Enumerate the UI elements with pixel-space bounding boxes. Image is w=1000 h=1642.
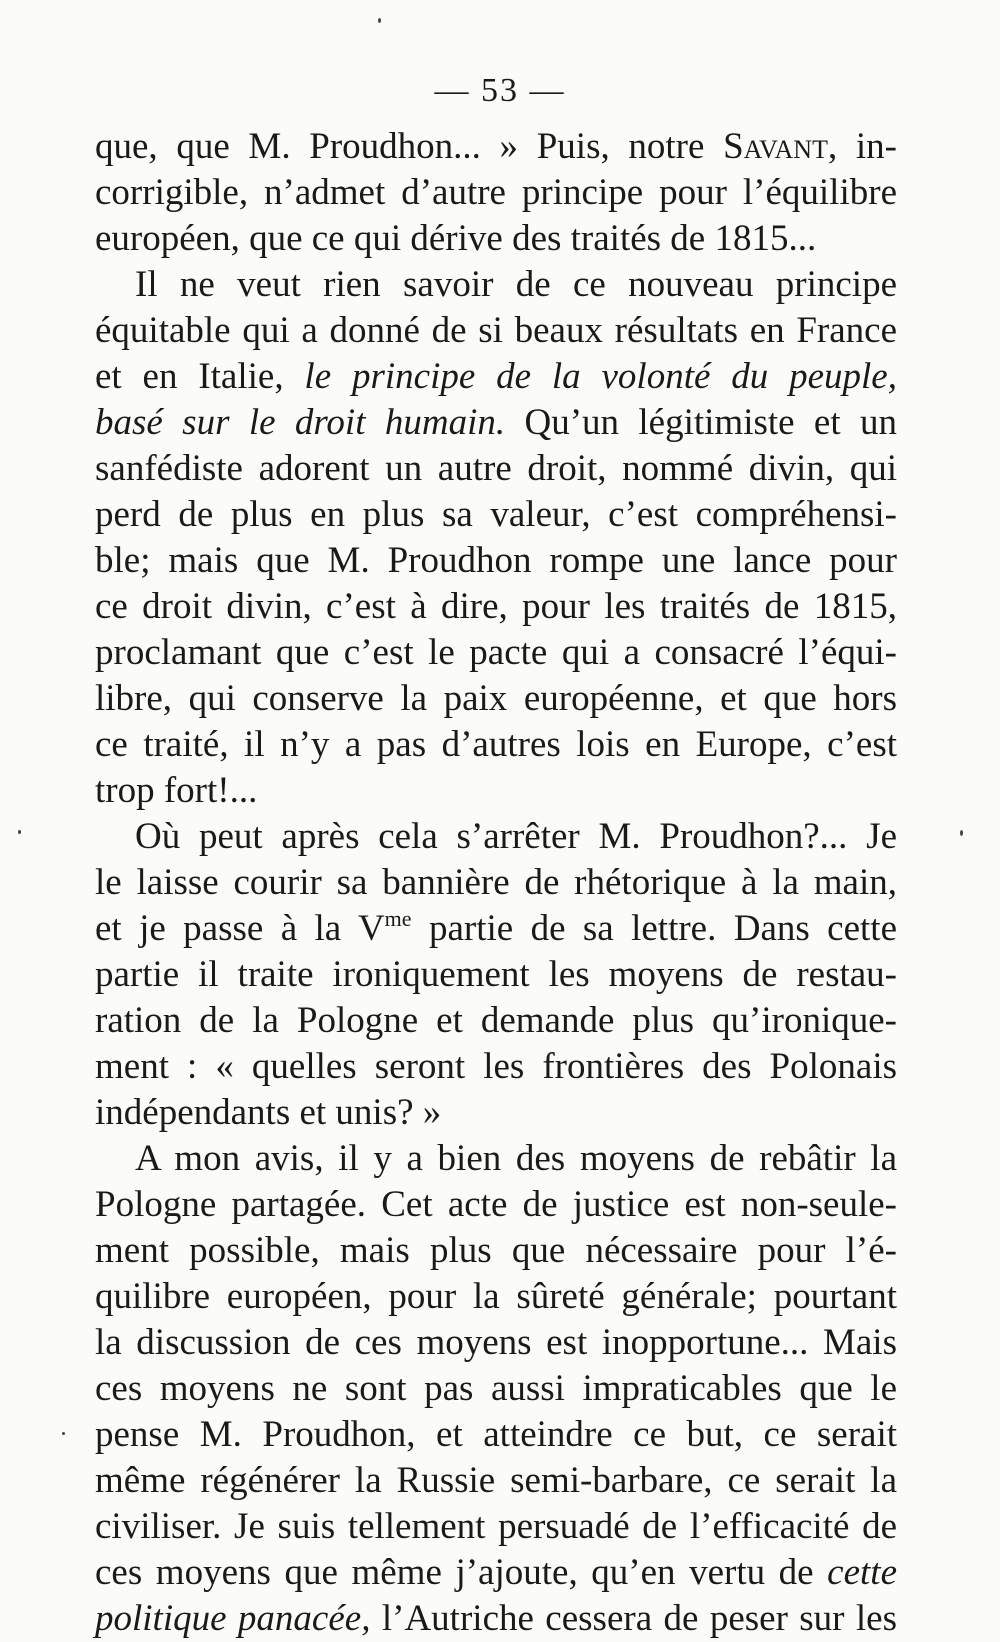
text-line: quilibre européen, pour la sûreté générale; pourtant	[95, 1276, 897, 1317]
text-line: partie il traite ironiquement les moyens de restau-	[95, 954, 897, 995]
paper-speck	[18, 830, 21, 834]
paper-speck	[378, 18, 381, 23]
paragraph-start-line: A mon avis, il y a bien des moyens de rebâtir la	[135, 1138, 897, 1179]
text-line: politique panacée, l’Autriche cessera de peser sur les	[95, 1598, 898, 1639]
text-line: ce droit divin, c’est à dire, pour les traités de 1815,	[95, 586, 897, 627]
text-line: ment : « quelles seront les frontières des Polonais	[95, 1046, 897, 1087]
paragraph-start-line: Il ne veut rien savoir de ce nouveau principe	[135, 264, 897, 305]
text-line: ble; mais que M. Proudhon rompe une lance pour	[95, 540, 897, 581]
italic-phrase: le principe de la volonté du peuple,	[304, 356, 897, 397]
text-line: pense M. Proudhon, et atteindre ce but, ce serait	[95, 1414, 897, 1455]
text-line: la discussion de ces moyens est inopportune... Mais	[95, 1322, 897, 1363]
text-line: libre, qui conserve la paix européenne, et que hors	[95, 678, 897, 719]
paragraph-start-line: Où peut après cela s’arrêter M. Proudhon?... Je	[135, 816, 897, 857]
italic-phrase: cette	[827, 1552, 897, 1593]
text-line: le laisse courir sa bannière de rhétorique à la main,	[95, 862, 897, 903]
italic-phrase: basé sur le droit humain.	[95, 402, 506, 443]
text-line: ment possible, mais plus que nécessaire pour l’é-	[95, 1230, 897, 1271]
text-line: perd de plus en plus sa valeur, c’est compréhensi-	[95, 494, 897, 535]
text-line: ces moyens que même j’ajoute, qu’en vertu de cette	[95, 1552, 897, 1593]
superscript: me	[384, 906, 412, 931]
text-line: que, que M. Proudhon... » Puis, notre Savant, in-	[95, 126, 897, 167]
italic-phrase: politique panacée,	[95, 1598, 371, 1639]
text-line: basé sur le droit humain. Qu’un légitimiste et un	[95, 402, 897, 443]
text-line: ce traité, il n’y a pas d’autres lois en Europe, c’est	[95, 724, 897, 765]
text-line: proclamant que c’est le pacte qui a consacré l’équi-	[95, 632, 897, 673]
text-line: équitable qui a donné de si beaux résultats en France	[95, 310, 897, 351]
text-line: ration de la Pologne et demande plus qu’ironique-	[95, 1000, 897, 1041]
paper-speck	[960, 830, 963, 836]
text-line: et en Italie, le principe de la volonté du peuple,	[95, 356, 897, 397]
text-line: et je passe à la $V^{me}$ partie de sa lettre. Dans cette	[95, 906, 897, 949]
text-line: Pologne partagée. Cet acte de justice est non-seule-	[95, 1184, 897, 1225]
text-line: même régénérer la Russie semi-barbare, ce serait la	[95, 1460, 897, 1501]
text-line: corrigible, n’admet d’autre principe pour l’équilibre	[95, 172, 897, 213]
small-caps-word: Savant	[723, 126, 828, 167]
text-line: sanfédiste adorent un autre droit, nommé divin, qui	[95, 448, 897, 489]
text-line: indépendants et unis? »	[95, 1092, 442, 1133]
text-line: ces moyens ne sont pas aussi impraticables que le	[95, 1368, 897, 1409]
text-line: européen, que ce qui dérive des traités de 1815...	[95, 218, 817, 259]
text-line: civiliser. Je suis tellement persuadé de l’efficacité de	[95, 1506, 897, 1547]
text-line: trop fort!...	[95, 770, 258, 811]
page-number: — 53 —	[434, 72, 566, 109]
body-text	[95, 124, 897, 1642]
paper-speck	[62, 1432, 65, 1435]
